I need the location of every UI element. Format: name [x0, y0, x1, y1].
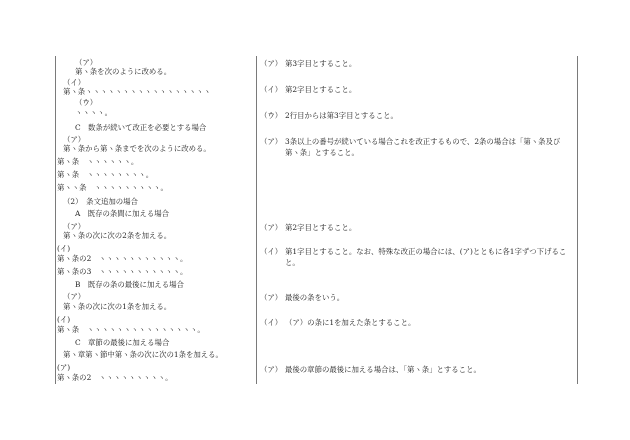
right-column-note: （ア）の条に1を加えた条とすること。: [285, 318, 416, 327]
right-column-note: 最後の章節の最後に加える場合は、「第ヽ条」とすること。: [285, 365, 481, 374]
left-column-line: 第ヽ章第ヽ節中第ヽ条の次に次の1条を加える。: [63, 350, 223, 359]
left-column-line: ヽヽヽヽ。: [75, 108, 112, 117]
left-column-line: (ア): [57, 363, 71, 372]
right-column-marker: （ア）: [260, 223, 283, 232]
right-column-note: 第2字目とすること。: [285, 223, 357, 232]
right-column-marker: （ア）: [260, 137, 283, 146]
right-column: [258, 56, 576, 384]
left-column-line: 第ヽ条の2 ヽヽヽヽヽヽヽヽヽ。: [57, 373, 173, 382]
left-column-line: （イ）: [63, 78, 86, 87]
left-column-line: 第ヽ条の3 ヽヽヽヽヽヽヽヽヽヽヽ。: [57, 267, 188, 276]
left-column-line: 第ヽ条ヽヽヽヽヽヽヽヽヽヽヽヽヽヽヽヽヽ: [63, 87, 211, 96]
right-column-note: 第3字目とすること。: [285, 59, 357, 68]
left-column-line: 第ヽヽ条 ヽヽヽヽヽヽヽヽヽ。: [57, 183, 168, 192]
left-column-line: 第ヽ条 ヽヽヽヽヽヽヽヽ。: [57, 170, 154, 179]
left-column-line: 第ヽ条 ヽヽヽヽヽヽ。: [57, 157, 139, 166]
left-column-line: 第ヽ条の次に次の2条を加える。: [63, 231, 172, 240]
right-column-note: 3条以上の番号が続いている場合これを改正するもので、2条の場合は「第ヽ条及び第ヽ条」とすること。: [285, 137, 561, 157]
right-column-note: 最後の条をいう。: [285, 293, 345, 302]
left-column-line: 第ヽ条の次に次の1条を加える。: [63, 302, 172, 311]
right-column-note: 第1字目とすること。なお、特殊な改正の場合には、(ア)とともに各1字ずつ下げること。: [285, 247, 567, 267]
table-right-border: [577, 56, 578, 384]
left-column-line: C 数条が続いて改正を必要とする場合: [75, 123, 207, 132]
left-column-line: C 章節の最後に加える場合: [75, 338, 170, 347]
left-column-line: （ア）: [63, 292, 86, 301]
right-column-marker: （イ）: [260, 85, 283, 94]
right-column-marker: （イ）: [260, 247, 283, 256]
right-column-note: 第2字目とすること。: [285, 85, 357, 94]
left-column-line: 第ヽ条の2 ヽヽヽヽヽヽヽヽヽヽヽ。: [57, 254, 188, 263]
left-column-line: (イ): [57, 244, 71, 253]
left-column-line: A 既存の条間に加える場合: [75, 209, 170, 218]
right-column-marker: （ア）: [260, 59, 283, 68]
left-column-line: 第ヽ条から第ヽ条までを次のように改める。: [63, 144, 211, 153]
left-column: [55, 56, 255, 384]
right-column-marker: （ア）: [260, 293, 283, 302]
document-table: [55, 56, 578, 384]
left-column-line: 第ヽ条を次のように改める。: [75, 67, 172, 76]
right-column-marker: （ア）: [260, 365, 283, 374]
left-column-line: B 既存の条の最後に加える場合: [75, 280, 184, 289]
right-column-note: 2行目からは第3字目とすること。: [285, 111, 398, 120]
left-column-line: (イ): [57, 315, 71, 324]
left-column-line: （ア）: [75, 58, 98, 67]
left-column-line: （ア）: [63, 135, 86, 144]
right-column-marker: （イ）: [260, 318, 283, 327]
left-column-line: （2） 条文追加の場合: [63, 197, 138, 206]
right-column-marker: （ウ）: [260, 111, 283, 120]
left-column-line: （ア）: [63, 222, 86, 231]
left-column-line: （ウ）: [75, 98, 98, 107]
table-middle-divider: [256, 56, 257, 384]
left-column-line: 第ヽ条 ヽヽヽヽヽヽヽヽヽヽヽヽヽヽヽ。: [57, 325, 205, 334]
